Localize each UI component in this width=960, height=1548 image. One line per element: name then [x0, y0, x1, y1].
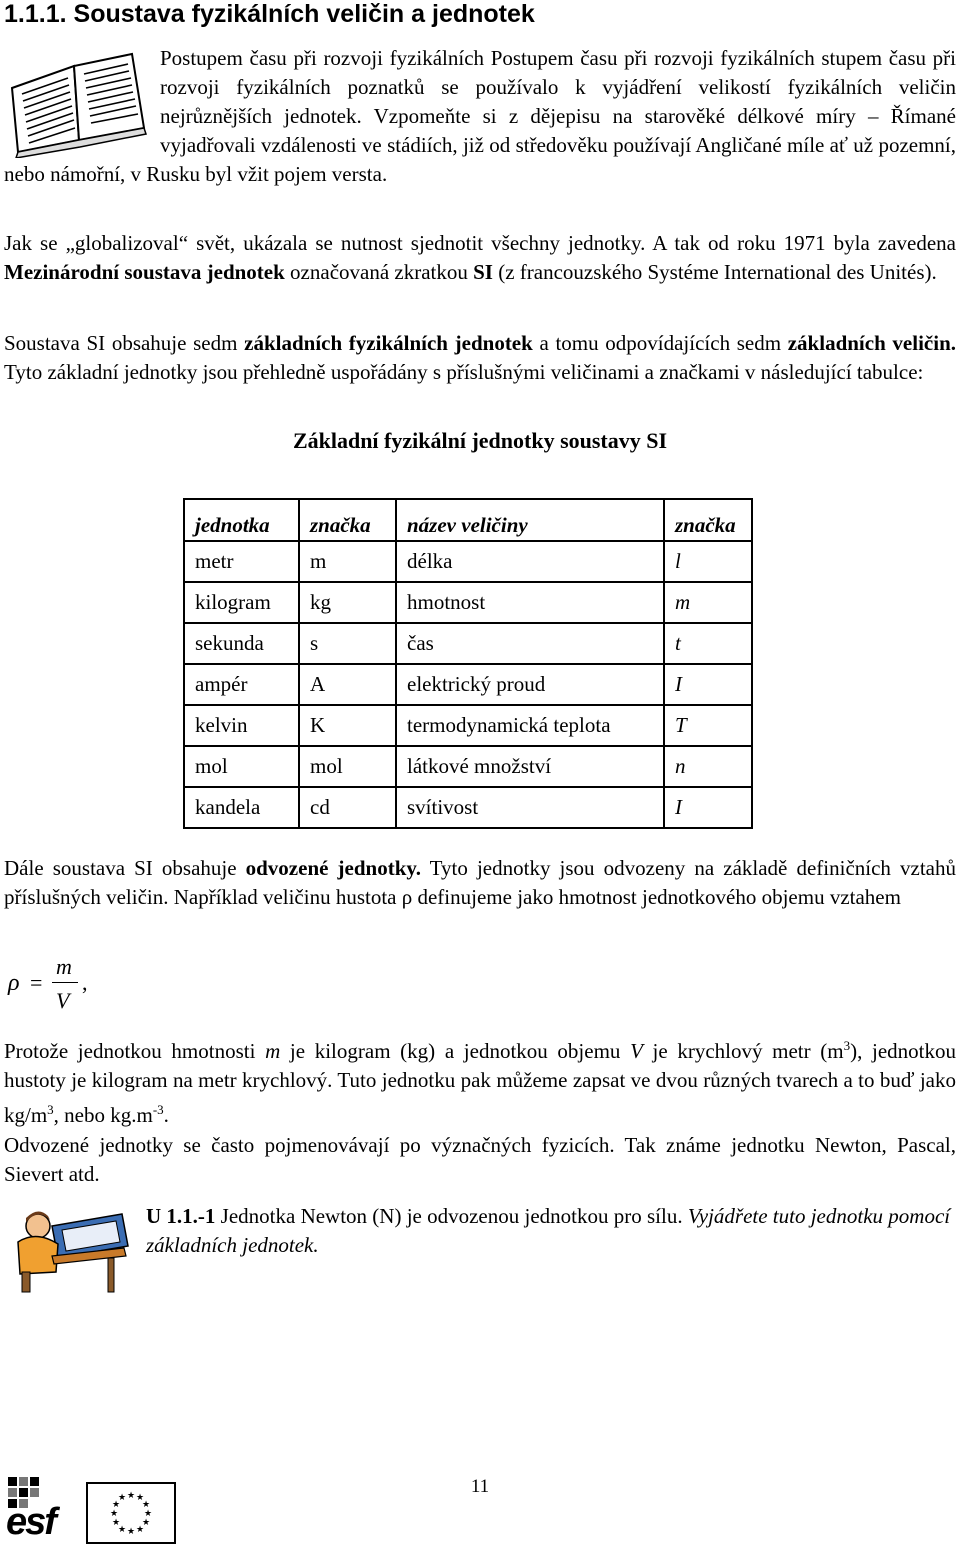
quantity-cell: elektrický proud — [396, 664, 664, 705]
si-units-table — [183, 498, 753, 829]
page-number: 11 — [470, 1476, 490, 1497]
quantity-symbol-cell: I — [664, 787, 752, 828]
text-run: . — [163, 1103, 169, 1127]
header-cell: značka — [664, 499, 752, 541]
text-run: Jak se „globalizoval“ svět, ukázala se nutnost sjednotit všechny jednotky. A tak od roku 1971 byla zavedena — [4, 231, 956, 255]
svg-text:★: ★ — [141, 1518, 151, 1528]
unit-symbol-cell: s — [299, 623, 396, 664]
svg-text:★: ★ — [135, 1525, 145, 1535]
svg-text:★: ★ — [126, 1527, 136, 1537]
table-header-row — [184, 499, 752, 541]
task-instruction: Vyjádřete tuto jednotku pomocí základních jednotek. — [146, 1204, 951, 1257]
emphasis-term: základních veličin. — [787, 331, 956, 355]
unit-cell: kandela — [184, 787, 299, 828]
paragraph-density-unit — [4, 1031, 956, 1130]
text-run: (z francouzského Systéme International des Unités). — [492, 260, 937, 284]
header-cell: jednotka — [184, 499, 299, 541]
svg-text:★: ★ — [135, 1493, 145, 1503]
svg-text:★: ★ — [141, 1500, 151, 1510]
emphasis-term: odvozené jednotky. — [245, 856, 421, 880]
paragraph-derived-units — [4, 854, 956, 912]
table-row — [184, 541, 752, 582]
task-text: Jednotka Newton (N) je odvozenou jednotkou pro sílu. — [215, 1204, 688, 1228]
unit-cell: ampér — [184, 664, 299, 705]
quantity-cell: svítivost — [396, 787, 664, 828]
unit-cell: kilogram — [184, 582, 299, 623]
section-title: Soustava fyzikálních veličin a jednotek — [73, 0, 535, 28]
text-run: je kilogram (kg) a jednotkou objemu — [280, 1039, 631, 1063]
paragraph-base-units — [4, 329, 956, 387]
eu-stars-icon — [88, 1484, 174, 1542]
table-row — [184, 787, 752, 828]
unit-cell: metr — [184, 541, 299, 582]
text-run: Tyto základní jednotky jsou přehledně uspořádány s příslušnými veličinami a značkami v následující tabulce: — [4, 360, 924, 384]
quantity-symbol-cell: n — [664, 746, 752, 787]
section-heading — [4, 0, 535, 29]
formula-numerator: m — [56, 954, 72, 979]
header-cell: značka — [299, 499, 396, 541]
section-number: 1.1.1. — [4, 0, 67, 28]
unit-symbol-cell: kg — [299, 582, 396, 623]
emphasis-term: Mezinárodní soustava jednotek — [4, 260, 285, 284]
svg-text:★: ★ — [111, 1500, 121, 1510]
svg-text:★: ★ — [117, 1493, 127, 1503]
table-row — [184, 664, 752, 705]
table-title: Základní fyzikální jednotky soustavy SI — [292, 428, 668, 453]
header-cell: název veličiny — [396, 499, 664, 541]
quantity-symbol-cell: I — [664, 664, 752, 705]
italic-symbol: V — [630, 1039, 643, 1063]
studying-student-icon — [12, 1196, 132, 1296]
task-label: U 1.1.-1 — [146, 1204, 216, 1228]
text-run: , nebo kg.m — [53, 1103, 153, 1127]
text-run: Odvozené jednotky se často pojmenovávají po význačných fyzicích. Tak známe jednotku Newton, Pascal, Sievert atd. — [4, 1133, 956, 1186]
superscript: -3 — [152, 1102, 164, 1117]
unit-cell: mol — [184, 746, 299, 787]
text-run: a tomu odpovídajících sedm — [532, 331, 788, 355]
unit-symbol-cell: A — [299, 664, 396, 705]
formula-denominator: V — [56, 988, 70, 1013]
quantity-cell: hmotnost — [396, 582, 664, 623]
quantity-symbol-cell: T — [664, 705, 752, 746]
unit-cell: sekunda — [184, 623, 299, 664]
formula-rho: ρ — [8, 970, 20, 996]
emphasis-term: SI — [473, 260, 493, 284]
quantity-cell: délka — [396, 541, 664, 582]
task-u-1-1-1 — [146, 1202, 956, 1260]
paragraph-si-introduction — [4, 229, 956, 287]
unit-symbol-cell: cd — [299, 787, 396, 828]
quantity-symbol-cell: m — [664, 582, 752, 623]
esf-logo — [6, 1475, 78, 1541]
esf-logo-text: esf — [6, 1501, 55, 1543]
table-row — [184, 623, 752, 664]
table-row — [184, 746, 752, 787]
unit-symbol-cell: K — [299, 705, 396, 746]
text-run: ), jednotkou hustoty je kilogram na metr krychlový. Tuto jednotku pak můžeme zapsat ve dvou různých tvarech a to buď jako kg/m — [4, 1039, 956, 1127]
quantity-cell: termodynamická teplota — [396, 705, 664, 746]
quantity-cell: látkové množství — [396, 746, 664, 787]
quantity-cell: čas — [396, 623, 664, 664]
emphasis-term: základních fyzikálních jednotek — [244, 331, 533, 355]
superscript: 3 — [47, 1102, 54, 1117]
svg-text:★: ★ — [117, 1525, 127, 1535]
unit-cell: kelvin — [184, 705, 299, 746]
svg-text:★: ★ — [143, 1509, 153, 1519]
table-row — [184, 705, 752, 746]
text-run: Dále soustava SI obsahuje — [4, 856, 246, 880]
formula-equals: = — [30, 970, 43, 995]
italic-symbol: m — [265, 1039, 281, 1063]
svg-text:★: ★ — [111, 1518, 121, 1528]
unit-symbol-cell: m — [299, 541, 396, 582]
density-formula — [6, 954, 126, 1020]
eu-flag-logo — [86, 1482, 176, 1544]
fraction-bar — [52, 982, 78, 983]
svg-text:★: ★ — [126, 1491, 136, 1501]
text-run: je krychlový metr (m — [642, 1039, 844, 1063]
open-book-icon — [4, 48, 154, 158]
text-run: Soustava SI obsahuje sedm — [4, 331, 245, 355]
svg-text:★: ★ — [109, 1509, 119, 1519]
text-run: označovaná zkratkou — [284, 260, 474, 284]
intro-paragraph — [4, 44, 956, 189]
unit-symbol-cell: mol — [299, 746, 396, 787]
table-row — [184, 582, 752, 623]
formula-comma: , — [82, 970, 88, 995]
intro-text: Postupem času při rozvoji fyzikálních Postupem času při rozvoji fyzikálních stupem času při rozvoji fyzikálních poznatků se používalo k vyjádření velikostí fyzikálních veličin nejrůznějších jednotek. Vzpomeňte si z dějepisu na starověké délkové míry – Římané vyjadřovali vzdálenosti ve stádiích, již od středověku používají Angličané míle ať už pozemní, nebo námořní, v Rusku byl vžit pojem versta. — [4, 46, 956, 186]
quantity-symbol-cell: l — [664, 541, 752, 582]
quantity-symbol-cell: t — [664, 623, 752, 664]
text-run: Protože jednotkou hmotnosti — [4, 1039, 266, 1063]
superscript: 3 — [843, 1038, 851, 1053]
text-run: Tyto jednotky jsou odvozeny na základě definičních vztahů příslušných veličin. Například veličinu hustota ρ definujeme jako hmotnost jednotkového objemu vztahem — [4, 856, 956, 909]
paragraph-named-units — [4, 1131, 956, 1189]
